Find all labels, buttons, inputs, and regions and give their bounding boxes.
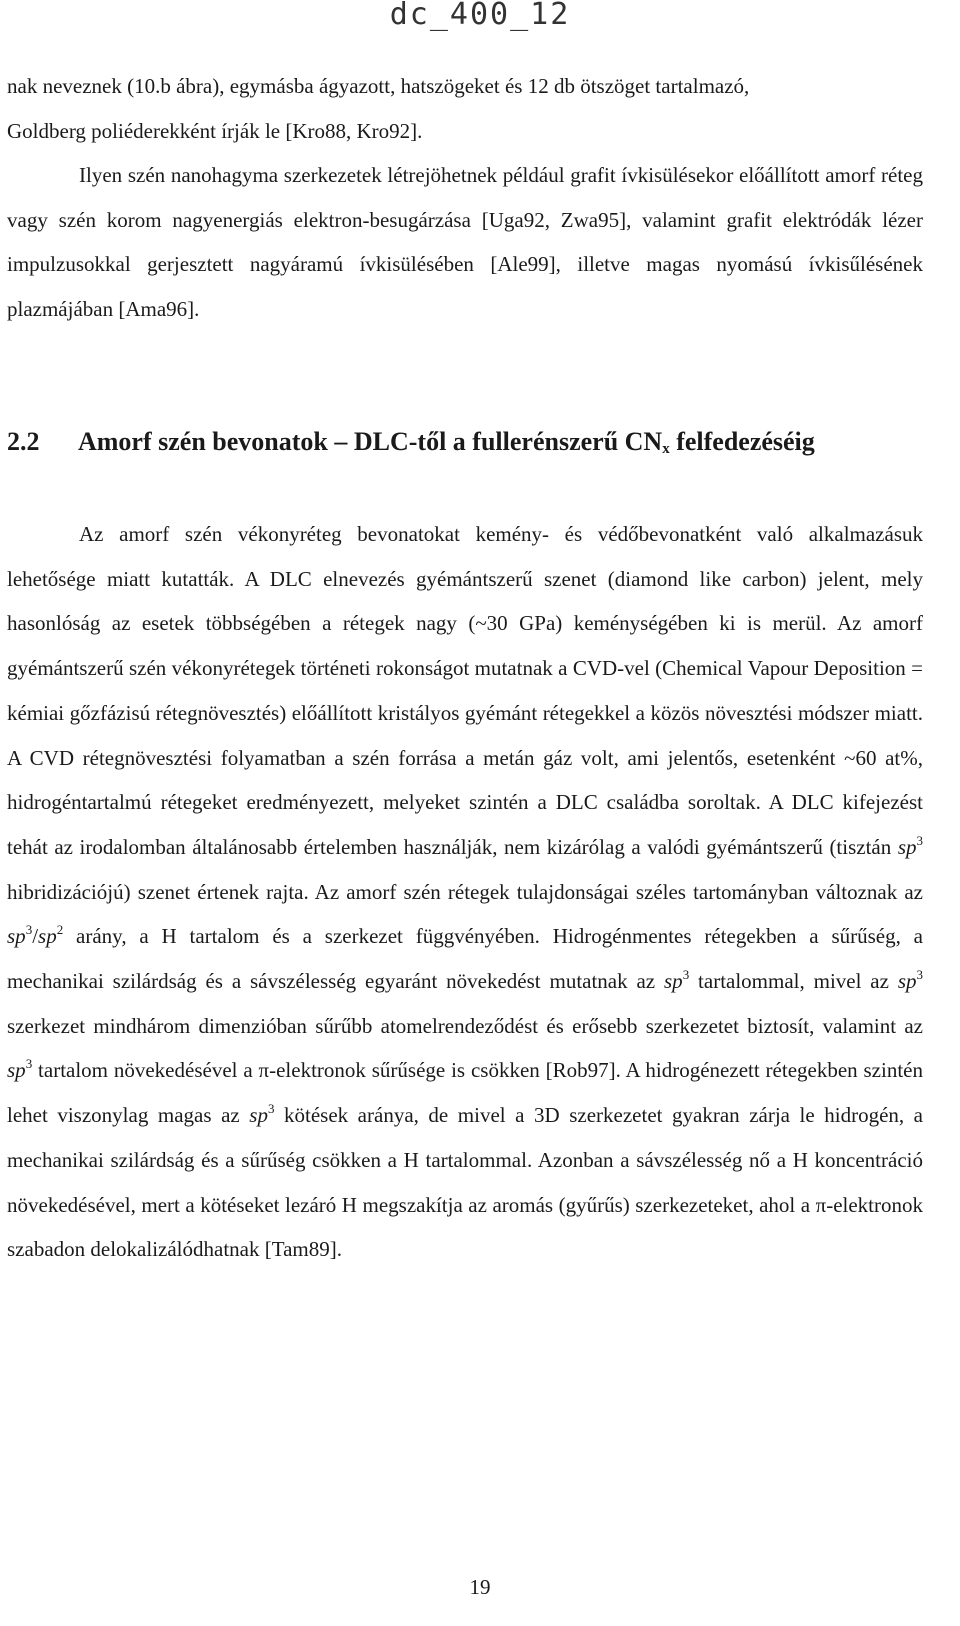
paragraph-text: hibridizációjú) szenet értenek rajta. Az amorf szén rétegek tulajdonságai széles tartományban változnak az <box>7 879 923 904</box>
paragraph-dlc <box>7 512 923 1272</box>
document-id-header: dc_400_12 <box>389 0 571 32</box>
sp-term: sp <box>897 969 917 994</box>
superscript: 3 <box>916 832 923 848</box>
superscript: 3 <box>25 1056 33 1072</box>
paragraph-text: Az amorf szén vékonyréteg bevonatokat kemény- és védőbevonatként való alkalmazásuk lehetősége miatt kutatták. A DLC elnevezés gyémántszerű szenet (diamond like carbon) jelent, mely hasonlóság az esetek többségében a rétegek nagy (~30 GPa) keménységében ki is merül. Az amorf gyémántszerű szén vékonyrétegek történeti rokonságot mutatnak a CVD-vel (Chemical Vapour Deposition = kémiai gőzfázisú rétegnövesztés) előállított kristályos gyémánt rétegekkel a közös növesztési módszer miatt. A CVD rétegnövesztési folyamatban a szén forrása a metán gáz volt, ami jelentős, esetenként ~60 at%, hidrogéntartalmú rétegeket eredményezett, melyeket szintén a DLC családba soroltak. A DLC kifejezést tehát az irodalomban általánosabb értelemben használják, nem kizárólag a valódi gyémántszerű (tisztán <box>7 522 923 859</box>
section-title: Amorf szén bevonatok – DLC-től a fullerénszerű CN <box>78 427 663 456</box>
sp-term: sp <box>7 1058 26 1083</box>
page-number: 19 <box>469 1575 491 1599</box>
paragraph-text: tartalommal, mivel az <box>689 969 898 994</box>
paragraph-text: szerkezet mindhárom dimenzióban sűrűbb atomelrendeződést és erősebb szerkezetet biztosít, valamint az <box>7 1013 923 1038</box>
section-heading <box>7 420 923 464</box>
section-number: 2.2 <box>7 427 40 456</box>
paragraph-text: kötések aránya, de mivel a 3D szerkezetet gyakran zárja le hidrogén, a mechanikai szilárdság és a sűrűség csökken a H tartalommal. Azonban a sávszélesség nő a H koncentráció növekedésével, mert a kötéseket lezáró H megszakítja az aromás (gyűrűs) szerkezeteket, ahol a π-elektronok szabadon delokalizálódhatnak [Tam89]. <box>7 1103 924 1262</box>
superscript: 3 <box>267 1101 275 1117</box>
paragraph-nanoonion <box>7 64 923 332</box>
sp-term: sp <box>38 924 57 949</box>
superscript: 3 <box>25 922 33 938</box>
superscript: 3 <box>682 967 690 983</box>
superscript: 2 <box>56 922 64 938</box>
paragraph-text: Ilyen szén nanohagyma szerkezetek létrejöhetnek például grafit ívkisülésekor előállított amorf réteg vagy szén korom nagyenergiás elektron-besugárzása [Uga92, Zwa95], valamint grafit elektródák lézer impulzusokkal gerjesztett nagyáramú ívkisülésében [Ale99], illetve magas nyomású ívkisűlésének plazmájában [Ama96]. <box>7 163 923 321</box>
sp-term: sp <box>7 924 26 949</box>
sp-term: sp <box>249 1103 268 1128</box>
paragraph-line: nak neveznek (10.b ábra), egymásba ágyazott, hatszögeket és 12 db ötszöget tartalmazó, <box>7 74 750 98</box>
paragraph-line: Goldberg poliéderekként írják le [Kro88, Kro92]. <box>7 118 423 143</box>
superscript: 3 <box>916 967 923 983</box>
sp-term: sp <box>897 834 917 859</box>
slash: / <box>32 924 39 949</box>
paragraph-text: tartalom növekedésével a π-elektronok sűrűsége is csökken [Rob97]. A hidrogénezett rétegekben szintén lehet viszonylag magas az <box>7 1058 923 1128</box>
section-title-end: felfedezéséig <box>669 427 815 456</box>
paragraph-text: arány, a H tartalom és a szerkezet függvényében. Hidrogénmentes rétegekben a sűrűség, a mechanikai szilárdság és a sávszélesség egyaránt növekedést mutatnak az <box>7 924 923 994</box>
sp-term: sp <box>664 969 683 994</box>
section-title-subscript: x <box>662 441 670 457</box>
